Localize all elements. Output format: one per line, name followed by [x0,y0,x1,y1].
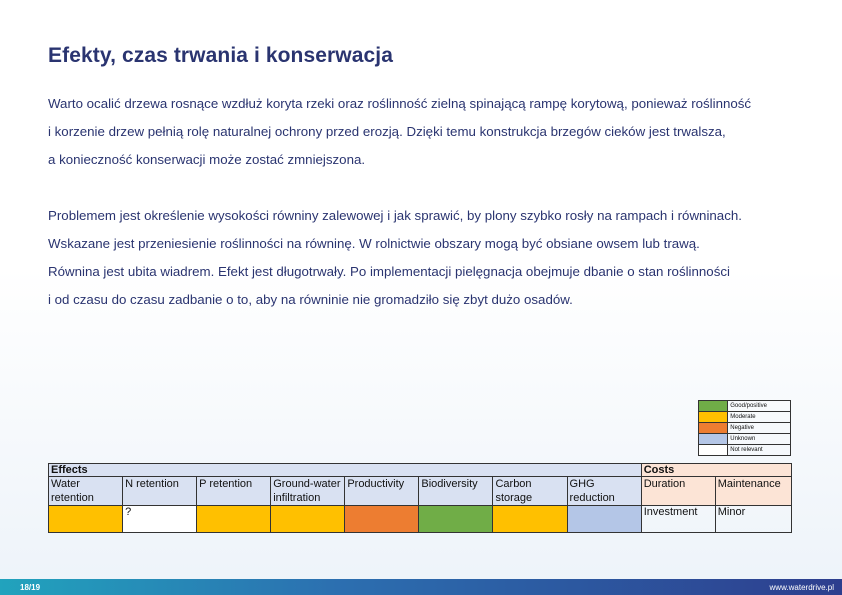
legend-label: Unknown [728,434,791,445]
legend-swatch [699,412,728,423]
legend-row [699,423,791,434]
legend-row [699,445,791,456]
legend-swatch [699,434,728,445]
effect-cell [49,506,123,533]
effect-cell [345,506,419,533]
legend-label: Negative [728,423,791,434]
paragraph-line: Problemem jest określenie wysokości równiny zalewowej i jak sprawić, by plony szybko rosły na rampach i równinach. [48,208,742,223]
effect-cell [419,506,493,533]
effects-costs-table [48,463,792,533]
value-row [49,506,792,533]
effect-cell [271,506,345,533]
paragraph-line: Warto ocalić drzewa rosnące wzdłuż koryta rzeki oraz roślinność zielną spinającą rampę korytową, ponieważ roślinność [48,96,752,111]
legend-swatch [699,401,728,412]
column-header: Productivity [345,477,419,506]
paragraph-1 [48,90,751,174]
column-header: Water retention [49,477,123,506]
legend-row [699,434,791,445]
effect-cell [567,506,641,533]
section-row [49,464,792,477]
cost-cell: Investment [641,506,715,533]
column-header: Carbon storage [493,477,567,506]
effect-cell [197,506,271,533]
costs-section-label: Costs [641,464,791,477]
paragraph-line: i od czasu do czasu zadbanie o to, aby na równinie nie gromadziło się zbyt dużo osadów. [48,292,573,307]
legend-row [699,401,791,412]
column-header: Maintenance [715,477,791,506]
paragraph-line: Równina jest ubita wiadrem. Efekt jest długotrwały. Po implementacji pielęgnacja obejmuje dbanie o stan roślinności [48,264,730,279]
paragraph-2 [48,202,742,314]
paragraph-line: a konieczność konserwacji może zostać zmniejszona. [48,152,366,167]
legend-label: Moderate [728,412,791,423]
effect-cell: ? [123,506,197,533]
paragraph-line: i korzenie drzew pełnią rolę naturalnej ochrony przed erozją. Dzięki temu konstrukcja brzegów cieków jest trwalsza, [48,124,726,139]
effect-cell [493,506,567,533]
color-legend [698,400,791,456]
page-title: Efekty, czas trwania i konserwacja [48,44,394,67]
column-header: N retention [123,477,197,506]
column-header: Duration [641,477,715,506]
legend-swatch [699,423,728,434]
footer-bar [0,579,842,595]
legend-row [699,412,791,423]
paragraph-line: Wskazane jest przeniesienie roślinności na równinę. W rolnictwie obszary mogą być obsiane owsem lub trawą. [48,236,700,251]
effects-section-label: Effects [49,464,642,477]
header-row [49,477,792,506]
column-header: GHG reduction [567,477,641,506]
legend-label: Not relevant [728,445,791,456]
column-header: Biodiversity [419,477,493,506]
legend-swatch [699,445,728,456]
website-link[interactable]: www.waterdrive.pl [769,583,834,592]
page-number: 18/19 [20,583,41,592]
column-header: Ground-water infiltration [271,477,345,506]
legend-label: Good/positive [728,401,791,412]
column-header: P retention [197,477,271,506]
cost-cell: Minor [715,506,791,533]
